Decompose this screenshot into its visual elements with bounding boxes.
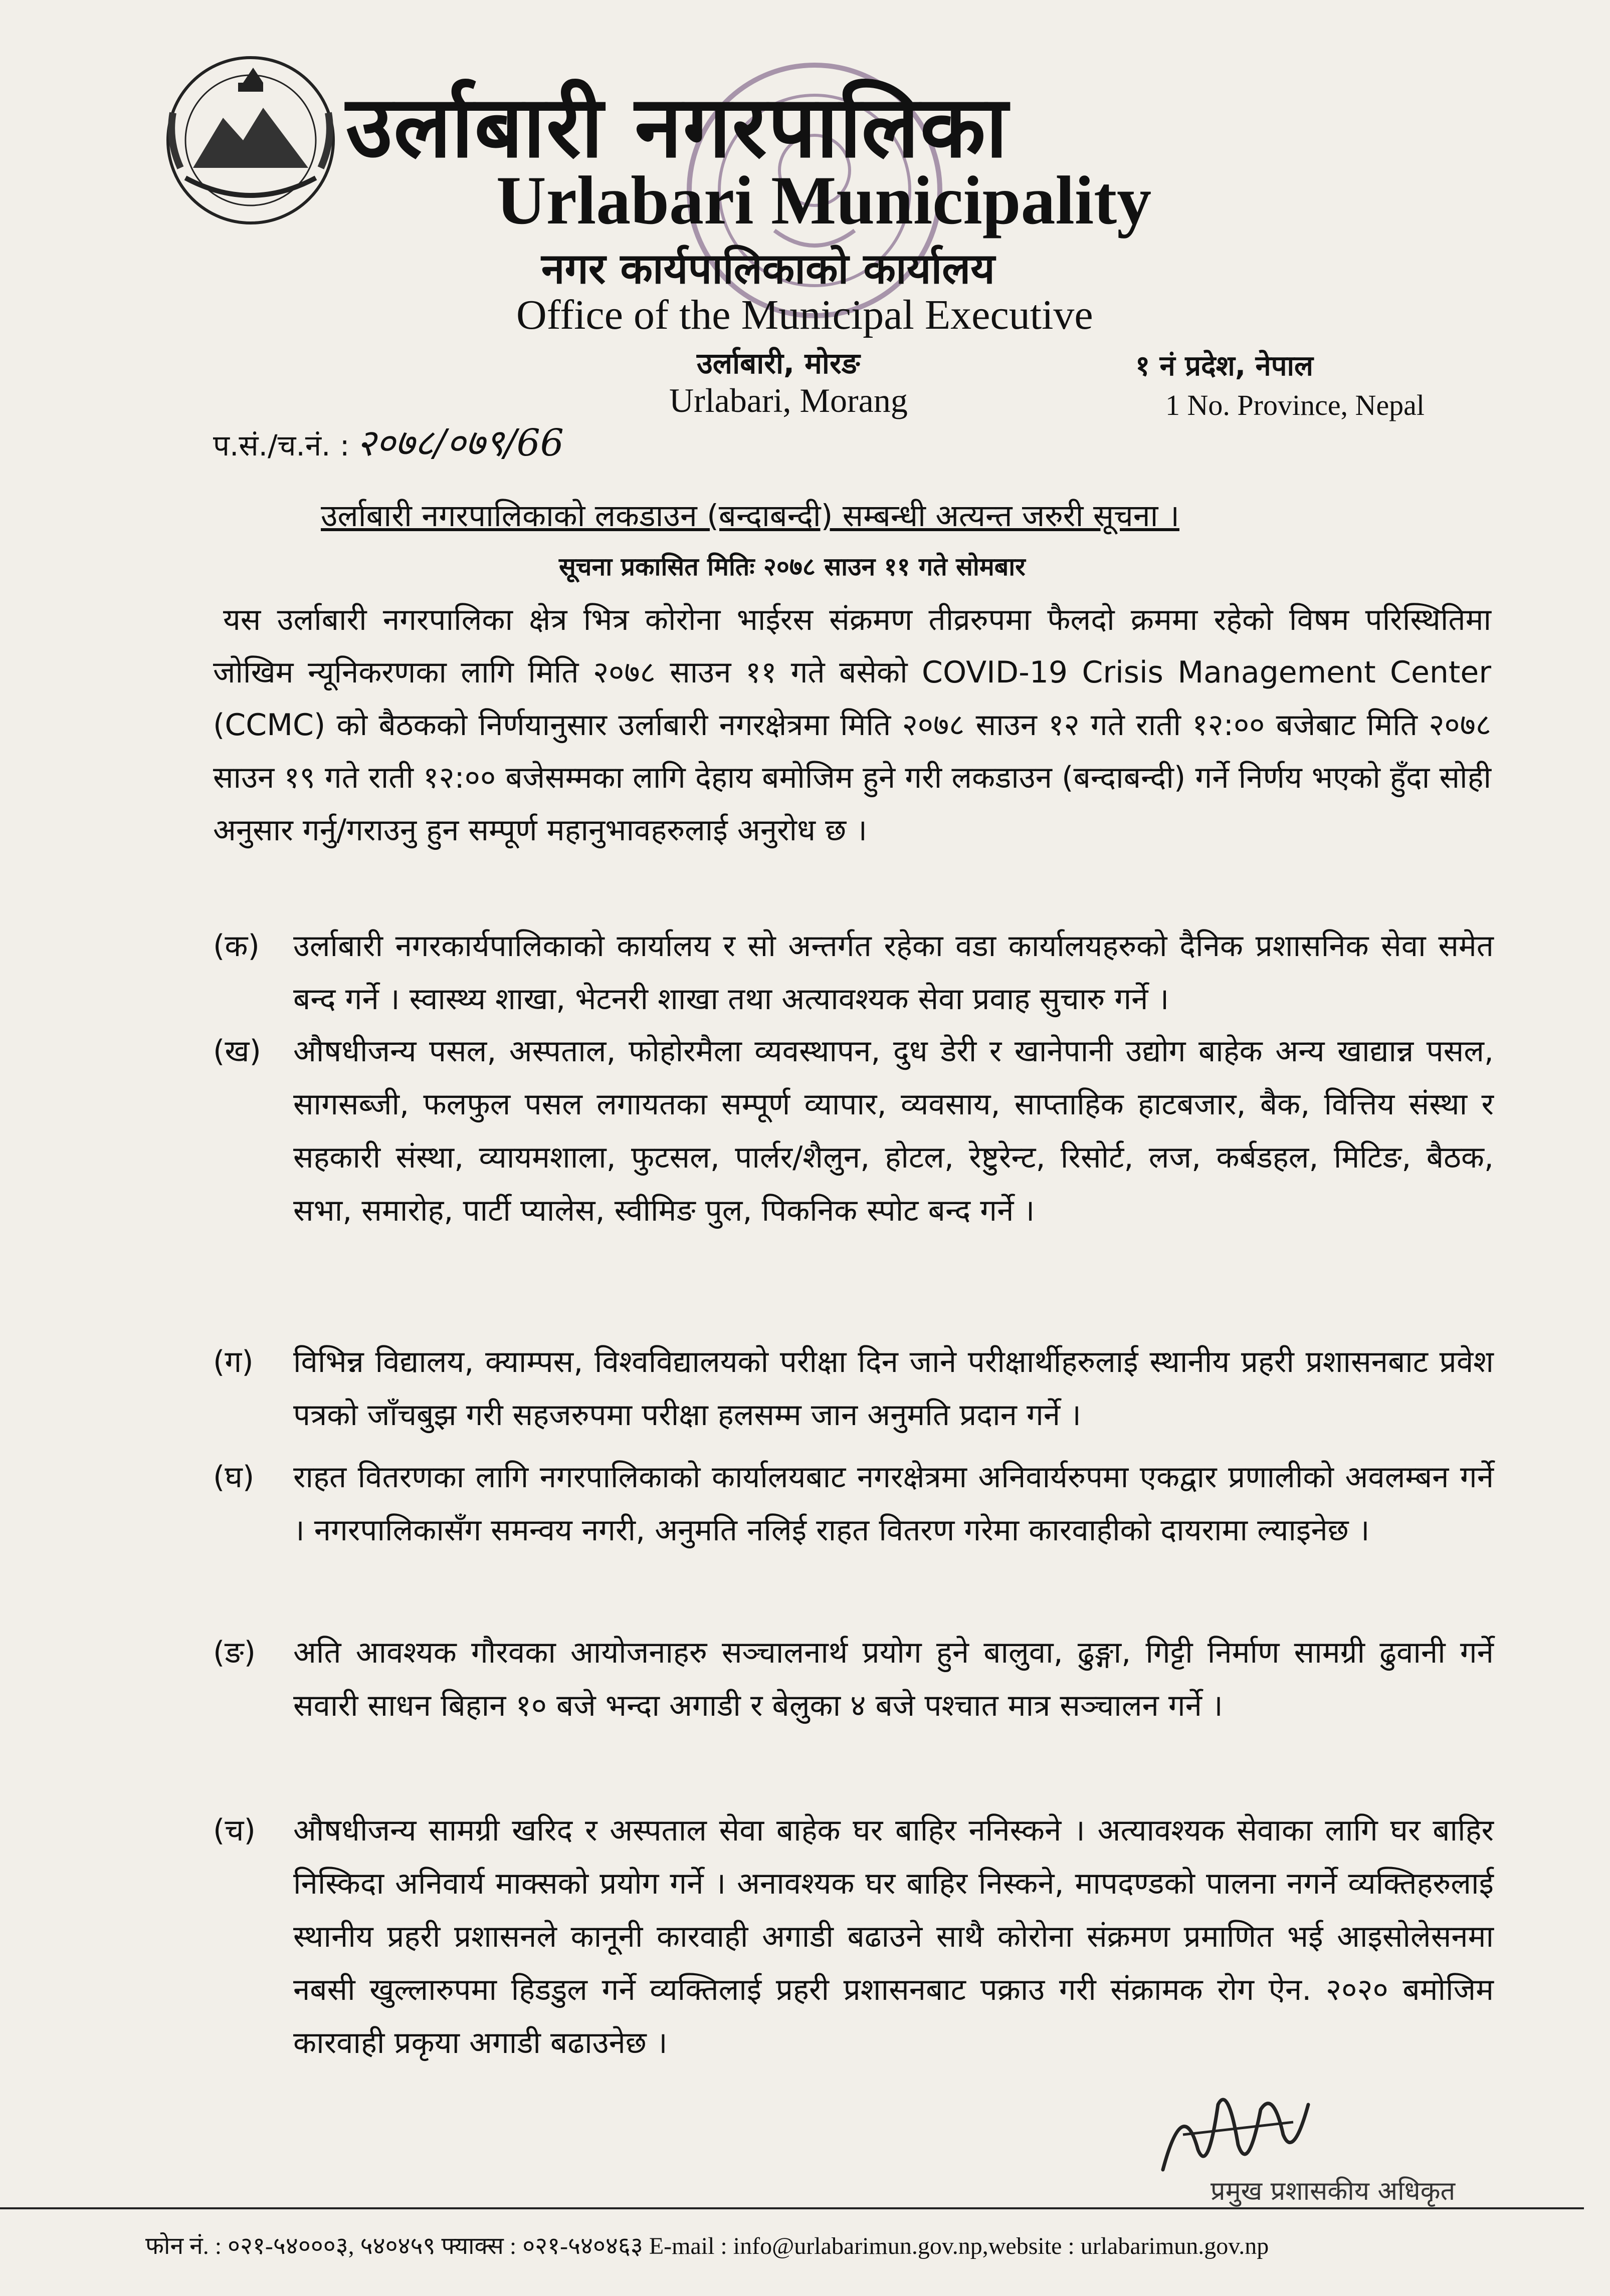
item-text: औषधीजन्य सामग्री खरिद र अस्पताल सेवा बाहेक घर बाहिर ननिस्कने । अत्यावश्यक सेवाका लागि घर बाहिर निस्किदा अनिवार्य माक्सको प्रयोग गर्ने । अनावश्यक घर बाहिर निस्कने, मापदण्डको पालना नगर्ने व्यक्तिहरुलाई स्थानीय प्रहरी प्रशासनले कानूनी कारवाही अगाडी बढाउने साथै कोरोना संक्रमण प्रमाणित भई आइसोलेसनमा नबसी खुल्लारुपमा हिडडुल गर्ने व्यक्तिलाई प्रहरी प्रशासनबाट पक्राउ गरी संक्रामक रोग ऐन. २०२० बमोजिम कारवाही प्रकृया अगाडी बढाउनेछ । [293, 1813, 1494, 2060]
intro-text: यस उर्लाबारी नगरपालिका क्षेत्र भित्र कोरोना भाईरस संक्रमण तीव्ररुपमा फैलदो क्रममा रहेको विषम परिस्थितिमा जोखिम न्यूनिकरणका लागि मिति २०७८ साउन ११ गते बसेको COVID-19 Crisis Management Center (CCMC) को बैठकको निर्णयानुसार उर्लाबारी नगरक्षेत्रमा मिति २०७८ साउन १२ गते राती १२:०० बजेबाट मिति २०७८ साउन १९ गते राती १२:०० बजेसम्मका लागि देहाय बमोजिम हुने गरी लकडाउन (बन्दाबन्दी) गर्ने निर्णय भएको हुँदा सोही अनुसार गर्नु/गराउनु हुन सम्पूर्ण महानुभावहरुलाई अनुरोध छ । [213, 602, 1491, 848]
item-text: विभिन्न विद्यालय, क्याम्पस, विश्वविद्यालयको परीक्षा दिन जाने परीक्षार्थीहरुलाई स्थानीय प्रहरी प्रशासनबाट प्रवेश पत्रको जाँचबुझ गरी सहजरुपमा परीक्षा हलसम्म जान अनुमति प्रदान गर्ने । [293, 1344, 1494, 1433]
item-marker: (ख) [213, 1034, 261, 1069]
item-text: राहत वितरणका लागि नगरपालिकाको कार्यालयबाट नगरक्षेत्रमा अनिवार्यरुपमा एकद्वार प्रणालीको अवलम्बन गर्ने । नगरपालिकासँग समन्वय नगरी, अनुमति नलिई राहत वितरण गरेमा कारवाहीको दायरामा ल्याइनेछ । [293, 1460, 1494, 1548]
item-marker: (च) [213, 1813, 256, 1848]
publication-date: सूचना प्रकासित मितिः २०७८ साउन ११ गते सोमबार [559, 552, 1026, 581]
office-name-english: Office of the Municipal Executive [516, 292, 1093, 338]
municipality-emblem-logo [163, 53, 338, 228]
location-english: Urlabari, Morang [669, 381, 908, 419]
item-marker: (क) [213, 929, 260, 964]
notice-item-gha [213, 1451, 1494, 1557]
notice-intro-paragraph [213, 594, 1491, 857]
item-marker: (ग) [213, 1344, 254, 1380]
item-text: अति आवश्यक गौरवका आयोजनाहरु सञ्चालनार्थ प्रयोग हुने बालुवा, ढुङ्गा, गिट्टी निर्माण सामग्री ढुवानी गर्ने सवारी साधन बिहान १० बजे भन्दा अगाडी र बेलुका ४ बजे पश्चात मात्र सञ्चालन गर्ने । [293, 1635, 1494, 1723]
reference-label: प.सं./च.नं. : [213, 428, 350, 463]
province-nepali: १ नं प्रदेश, नेपाल [1135, 350, 1314, 382]
office-name-nepali: नगर कार्यपालिकाको कार्यालय [541, 244, 995, 293]
footer-contact-info: फोन नं. : ०२१-५४०००३, ५४०४५९ फ्याक्स : ०२१-५४०४६३ E-mail : info@urlabarimun.gov.np,website : urlabarimun.gov.np [145, 2233, 1269, 2259]
notice-item-kha [213, 1025, 1494, 1237]
item-text: औषधीजन्य पसल, अस्पताल, फोहोरमैला व्यवस्थापन, दुध डेरी र खानेपानी उद्योग बाहेक अन्य खाद्यान्न पसल, सागसब्जी, फलफुल पसल लगायतका सम्पूर्ण व्यापार, व्यवसाय, साप्ताहिक हाटबजार, बैक, वित्तिय संस्था र सहकारी संस्था, व्यायमशाला, फुटसल, पार्लर/शैलुन, होटल, रेष्टुरेन्ट, रिसोर्ट, लज, कर्बडहल, मिटिङ, बैठक, सभा, समारोह, पार्टी प्यालेस, स्वीमिङ पुल, पिकनिक स्पोट बन्द गर्ने । [293, 1034, 1494, 1228]
location-nepali: उर्लाबारी, मोरङ [697, 346, 860, 380]
footer-divider [0, 2207, 1584, 2209]
signatory-title: प्रमुख प्रशासकीय अधिकृत [1211, 2176, 1456, 2206]
municipality-name-english: Urlabari Municipality [496, 162, 1152, 239]
notice-item-nga [213, 1626, 1494, 1732]
municipality-name-nepali: उर्लाबारी नगरपालिका [346, 78, 1009, 177]
notice-item-cha [213, 1804, 1494, 2070]
notice-item-ka [213, 920, 1494, 1026]
item-marker: (ङ) [213, 1635, 256, 1670]
notice-item-ga [213, 1335, 1494, 1442]
handwritten-signature [1153, 2075, 1318, 2185]
province-english: 1 No. Province, Nepal [1165, 389, 1425, 421]
notice-heading: उर्लाबारी नगरपालिकाको लकडाउन (बन्दाबन्दी) सम्बन्धी अत्यन्त जरुरी सूचना । [321, 498, 1179, 534]
reference-value-handwritten: २०७८/०७९/66 [356, 421, 564, 465]
item-marker: (घ) [213, 1460, 255, 1495]
item-text: उर्लाबारी नगरकार्यपालिकाको कार्यालय र सो अन्तर्गत रहेका वडा कार्यालयहरुको दैनिक प्रशासनिक सेवा समेत बन्द गर्ने । स्वास्थ्य शाखा, भेटनरी शाखा तथा अत्यावश्यक सेवा प्रवाह सुचारु गर्ने । [293, 929, 1494, 1017]
reference-number [213, 416, 564, 467]
